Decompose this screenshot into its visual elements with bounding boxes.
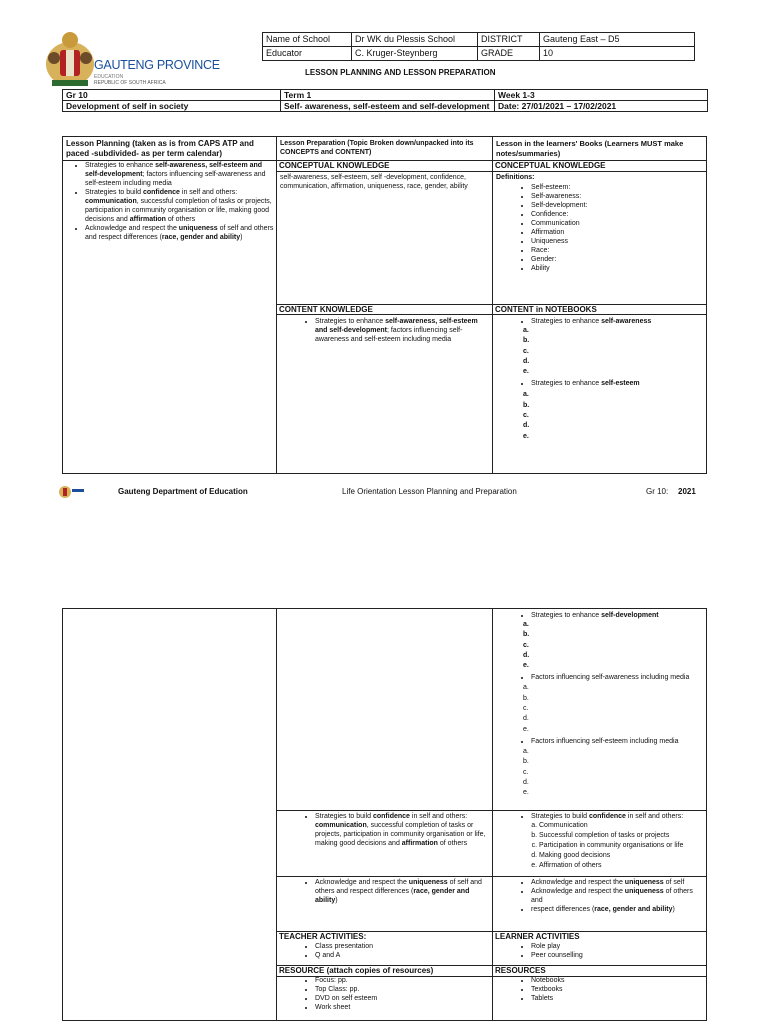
col2-header: Lesson Preparation (Topic Broken down/unpacked into its CONCEPTS and CONTENT) <box>280 140 474 156</box>
date-cell: Date: 27/01/2021 – 17/02/2021 <box>495 101 708 112</box>
letter-list <box>493 326 706 377</box>
lesson-table-continued <box>62 608 707 1021</box>
letter-item: b. <box>523 694 529 702</box>
logo-dept: EDUCATION <box>94 74 124 80</box>
definitions-label: Definitions: <box>496 174 535 181</box>
list-item: • Class presentation <box>315 942 492 951</box>
letter-item: a. <box>523 747 529 755</box>
letter-list <box>493 747 706 798</box>
list-item: • Top Class: pp. <box>315 985 492 994</box>
list-item: e. Affirmation of others <box>539 861 706 871</box>
list-item: b. Successful completion of tasks or projects <box>539 831 706 841</box>
notebook-item: • Factors influencing self-awareness including media <box>531 673 706 682</box>
letter-item: b. <box>523 631 530 639</box>
list-item: • Race: <box>531 246 706 255</box>
footer-grade: Gr 10: <box>646 487 669 496</box>
letter-item: b. <box>523 401 530 409</box>
letter-list <box>493 683 706 734</box>
letter-item: a. <box>523 684 529 692</box>
term-cell: Term 1 <box>281 90 495 101</box>
notebooks-label: CONTENT in NOTEBOOKS <box>495 305 597 314</box>
list-item: • Textbooks <box>531 985 706 994</box>
letter-item: e. <box>523 789 529 797</box>
list-item: • DVD on self esteem <box>315 994 492 1003</box>
letter-item: b. <box>523 758 529 766</box>
coat-of-arms-icon <box>44 28 96 92</box>
list-item: • Communication <box>531 219 706 228</box>
letter-item: b. <box>523 337 530 345</box>
grade-label: GRADE <box>478 47 540 61</box>
conceptual-text: self-awareness, self-esteem, self -development, confidence, communication, affirmation, uniqueness, race, gender, ability <box>280 174 468 190</box>
list-item: • Uniqueness <box>531 237 706 246</box>
list-item: • Tablets <box>531 994 706 1003</box>
resource-label: RESOURCE (attach copies of resources) <box>279 966 434 975</box>
list-item: • Affirmation <box>531 228 706 237</box>
footer-year: 2021 <box>678 487 696 496</box>
subtopic-cell: Self- awareness, self-esteem and self-development <box>281 101 495 112</box>
resources-label: RESOURCES <box>495 966 546 975</box>
school-name: Dr WK du Plessis School <box>352 33 478 47</box>
letter-list <box>493 620 706 671</box>
school-info-table <box>262 32 695 61</box>
letter-item: a. <box>523 327 529 334</box>
list-item: • Self-awareness: <box>531 192 706 201</box>
term-table <box>62 89 708 112</box>
conceptual-label: CONCEPTUAL KNOWLEDGE <box>277 161 492 172</box>
district-value: Gauteng East – D5 <box>540 33 695 47</box>
logo-republic: REPUBLIC OF SOUTH AFRICA <box>94 80 166 86</box>
list-item: • Focus: pp. <box>315 976 492 985</box>
planning-item: • Strategies to enhance self-awareness, self-esteem and self-development; factors influencing self-awareness and self-esteem including media <box>85 161 275 188</box>
list-item: • Gender: <box>531 255 706 264</box>
list-item: • Role play <box>531 942 706 951</box>
letter-item: e. <box>523 662 529 670</box>
planning-item: • Acknowledge and respect the uniqueness of self and others and respect differences (race, gender and ability) <box>85 224 275 242</box>
letter-item: e. <box>523 432 529 440</box>
confidence-item: • Strategies to build confidence in self and others: communication, successful completion of tasks or projects, participation in community organisation or life, making good decisions and affirmation of others <box>315 812 492 848</box>
confidence-list <box>493 821 706 871</box>
footer-logo-icon <box>58 485 84 499</box>
topic-cell: Development of self in society <box>63 101 281 112</box>
confidence-books-item: • Strategies to build confidence in self and others: <box>531 812 706 821</box>
letter-item: c. <box>523 641 529 649</box>
resource-list <box>277 976 492 1012</box>
uniqueness-books-item: • Acknowledge and respect the uniqueness of others and <box>531 887 706 905</box>
definitions-list <box>493 183 706 273</box>
letter-item: c. <box>523 347 529 355</box>
letter-item: d. <box>523 715 529 723</box>
list-item: • Ability <box>531 264 706 273</box>
letter-item: c. <box>523 412 529 420</box>
lesson-table <box>62 136 707 474</box>
week-cell: Week 1-3 <box>495 90 708 101</box>
logo-province: GAUTENG PROVINCE <box>94 58 220 72</box>
letter-item: d. <box>523 422 530 430</box>
footer-center: Life Orientation Lesson Planning and Preparation <box>342 487 517 496</box>
educator-name: C. Kruger-Steynberg <box>352 47 478 61</box>
list-item: • Confidence: <box>531 210 706 219</box>
uniqueness-item: • Acknowledge and respect the uniqueness of self and others and respect differences (race, gender and ability) <box>315 878 492 905</box>
list-item: • Work sheet <box>315 1003 492 1012</box>
letter-item: a. <box>523 621 529 628</box>
col1-header: Lesson Planning (taken as is from CAPS ATP and paced -subdivided- as per term calendar) <box>66 139 254 158</box>
list-item: • Q and A <box>315 951 492 960</box>
notebook-item: • Strategies to enhance self-development <box>531 611 706 620</box>
uniqueness-books-item: • respect differences (race, gender and ability) <box>531 905 706 914</box>
gauteng-logo <box>44 28 224 96</box>
letter-item: e. <box>523 725 529 733</box>
footer <box>58 485 708 499</box>
notebook-item: • Factors influencing self-esteem including media <box>531 737 706 746</box>
list-item: c. Participation in community organisations or life <box>539 841 706 851</box>
letter-item: d. <box>523 651 530 659</box>
notebook-item: • Strategies to enhance self-esteem <box>531 379 706 388</box>
conceptual-books-label: CONCEPTUAL KNOWLEDGE <box>493 161 706 172</box>
letter-item: a. <box>523 391 529 399</box>
notebook-item: • Strategies to enhance self-awareness <box>531 317 706 326</box>
educator-label: Educator <box>263 47 352 61</box>
district-label: DISTRICT <box>478 33 540 47</box>
list-item: • Self-esteem: <box>531 183 706 192</box>
planning-item: • Strategies to build confidence in self and others: communication, successful completion of tasks or projects, participation in community organisation or life, making good decisions and affirmation of others <box>85 188 275 224</box>
grade-cell: Gr 10 <box>63 90 281 101</box>
letter-item: d. <box>523 778 529 786</box>
letter-item: c. <box>523 768 529 776</box>
school-label: Name of School <box>263 33 352 47</box>
list-item: • Notebooks <box>531 976 706 985</box>
learner-label: LEARNER ACTIVITIES <box>495 932 580 941</box>
list-item: • Peer counselling <box>531 951 706 960</box>
letter-item: e. <box>523 368 529 376</box>
learner-list <box>493 942 706 960</box>
list-item: • Self-development: <box>531 201 706 210</box>
teacher-list <box>277 942 492 960</box>
footer-dept: Gauteng Department of Education <box>118 487 248 496</box>
letter-item: d. <box>523 357 530 365</box>
teacher-label: TEACHER ACTIVITIES: <box>279 932 367 941</box>
resources-list <box>493 976 706 1003</box>
content-item: • Strategies to enhance self-awareness, self-esteem and self-development; factors influencing self-awareness and self-esteem including media <box>315 317 492 344</box>
letter-list <box>493 390 706 441</box>
list-item: a. Communication <box>539 821 706 831</box>
content-label: CONTENT KNOWLEDGE <box>279 305 373 314</box>
list-item: d. Making good decisions <box>539 851 706 861</box>
page-title: LESSON PLANNING AND LESSON PREPARATION <box>305 68 496 77</box>
col3-header: Lesson in the learners' Books (Learners MUST make notes/summaries) <box>496 139 684 158</box>
planning-list <box>63 161 275 242</box>
uniqueness-books-item: • Acknowledge and respect the uniqueness of self <box>531 878 706 887</box>
grade-value: 10 <box>540 47 695 61</box>
letter-item: c. <box>523 705 529 713</box>
